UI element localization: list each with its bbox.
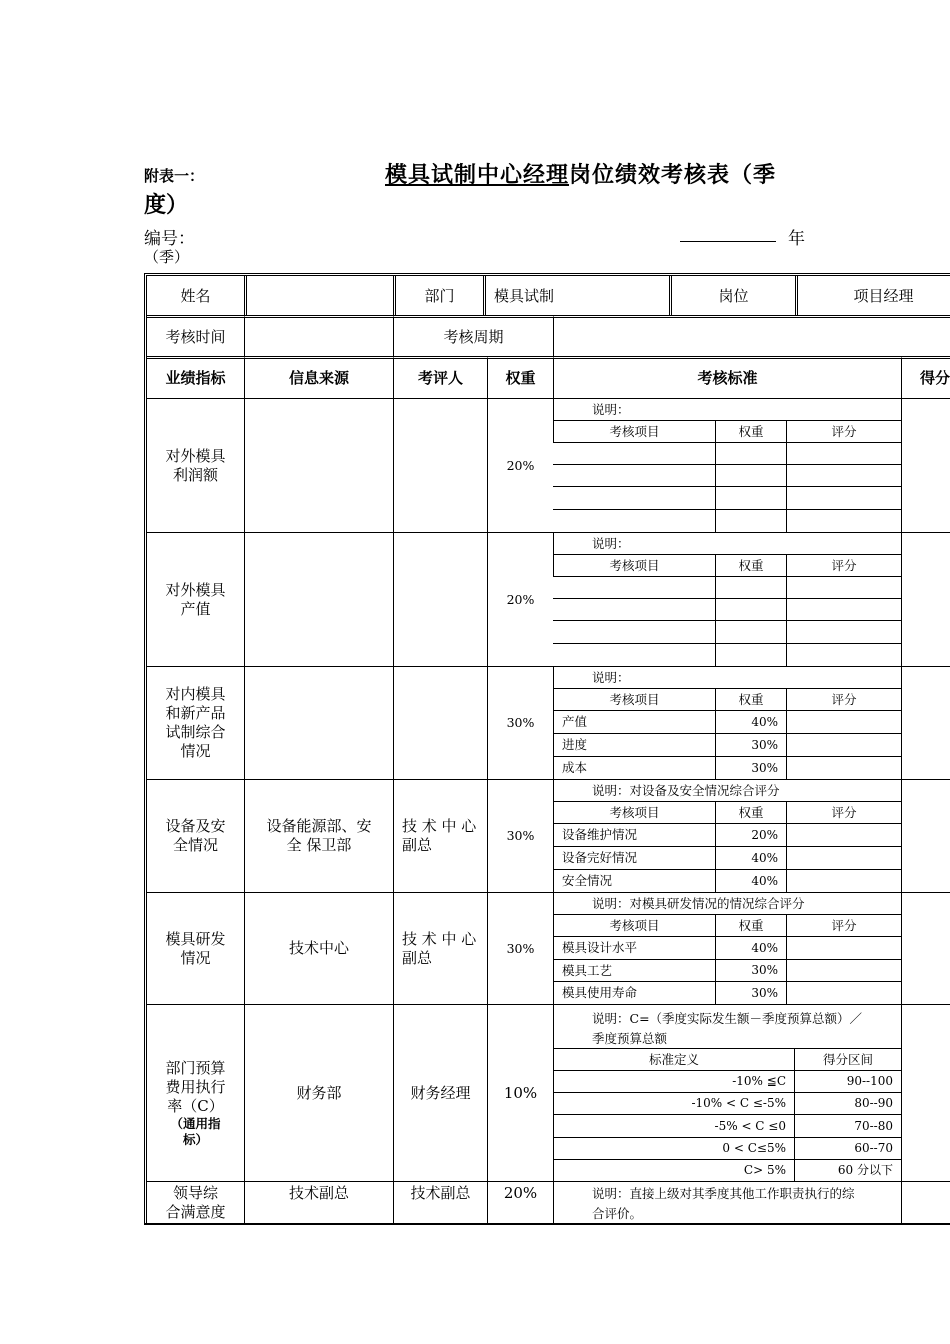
note-cell: 说明：对模具研发情况的情况综合评分 <box>553 892 901 914</box>
score-cell[interactable] <box>901 398 950 532</box>
page-title-line2: 度） <box>144 192 189 218</box>
sub-item-rating[interactable] <box>786 936 901 959</box>
title-underlined: 模具试制中心经理 <box>385 162 570 188</box>
sub-item-weight: 40% <box>715 936 786 959</box>
range-def: -5% < C ≤0 <box>553 1114 794 1137</box>
sub-item-rating[interactable] <box>786 823 901 846</box>
sub-item-rating[interactable] <box>786 756 901 779</box>
reviewer-cell: 财务经理 <box>393 1004 487 1181</box>
source-cell: 设备能源部、安 全 保卫部 <box>244 779 393 892</box>
grid-line <box>715 442 716 532</box>
weight-cell: 20% <box>487 398 553 532</box>
col-standard: 考核标准 <box>553 356 901 398</box>
source-cell: 财务部 <box>244 1004 393 1181</box>
indicator-cell: 对外模具 产值 <box>147 532 244 666</box>
sub-rating-header: 评分 <box>786 554 901 576</box>
reviewer-cell <box>393 532 487 666</box>
source-cell <box>244 666 393 779</box>
sub-item-header: 考核项目 <box>553 914 715 936</box>
indicator-cell: 对内模具 和新产品 试制综合 情况 <box>147 666 244 779</box>
range-score: 70--80 <box>794 1114 901 1137</box>
time-label: 考核时间 <box>147 315 244 356</box>
time-value[interactable] <box>244 315 393 356</box>
general-indicator-note: （通用指 标） <box>170 1115 221 1147</box>
grid-line <box>553 598 901 599</box>
reviewer-cell: 技术副总 <box>393 1181 487 1223</box>
indicator-cell: 对外模具 利润额 <box>147 398 244 532</box>
sub-item-name: 安全情况 <box>553 869 715 892</box>
post-label: 岗位 <box>669 276 795 316</box>
sub-item-rating[interactable] <box>786 710 901 733</box>
sub-rating-header: 评分 <box>786 914 901 936</box>
title-rest: 岗位绩效考核表（季 <box>569 162 777 188</box>
sub-item-rating[interactable] <box>786 869 901 892</box>
name-label: 姓名 <box>180 286 211 305</box>
source-cell: 技术副总 <box>244 1181 393 1223</box>
source-cell: 技术中心 <box>244 892 393 1004</box>
code-label: 编号： <box>144 229 195 249</box>
year-label: 年 <box>788 229 805 249</box>
dept-value: 模具试制 <box>483 276 669 316</box>
sub-item-rating[interactable] <box>786 733 901 756</box>
indicator-cell: 领导综 合满意度 <box>147 1181 244 1223</box>
grid-line <box>553 576 901 577</box>
sub-rating-header: 评分 <box>786 688 901 710</box>
dept-label: 部门 <box>393 276 483 316</box>
name-value[interactable] <box>244 276 393 316</box>
weight-cell: 20% <box>487 1181 553 1223</box>
year-blank-line <box>680 241 776 242</box>
sub-item-rating[interactable] <box>786 846 901 869</box>
sub-item-header: 考核项目 <box>553 801 715 823</box>
grid-line <box>553 486 901 487</box>
sub-item-name: 设备完好情况 <box>553 846 715 869</box>
sub-item-weight: 20% <box>715 823 786 846</box>
score-cell[interactable] <box>901 1181 950 1223</box>
sub-item-name: 设备维护情况 <box>553 823 715 846</box>
score-cell[interactable] <box>901 532 950 666</box>
indicator-cell <box>147 1004 244 1181</box>
sub-item-name: 产值 <box>553 710 715 733</box>
sub-item-weight: 40% <box>715 710 786 733</box>
season-label: （季） <box>144 248 190 266</box>
reviewer-cell <box>393 666 487 779</box>
sub-weight-header: 权重 <box>715 688 786 710</box>
note-cell: 说明： <box>553 398 901 420</box>
range-score: 90--100 <box>794 1070 901 1092</box>
sub-weight-header: 权重 <box>715 801 786 823</box>
note-cell: 说明：对设备及安全情况综合评分 <box>553 779 901 801</box>
range-def: -10% < C ≤-5% <box>553 1092 794 1114</box>
sub-item-weight: 40% <box>715 846 786 869</box>
period-value[interactable] <box>553 315 950 356</box>
sub-item-header: 考核项目 <box>553 554 715 576</box>
range-score: 80--90 <box>794 1092 901 1114</box>
sub-item-name: 进度 <box>553 733 715 756</box>
source-cell <box>244 398 393 532</box>
indicator-text: 部门预算 费用执行 率（C） <box>165 1058 226 1115</box>
note-cell: 说明：C=（季度实际发生额－季度预算总额）／ 季度预算总额 <box>553 1004 901 1048</box>
sub-rating-header: 评分 <box>786 420 901 442</box>
sub-item-rating[interactable] <box>786 959 901 981</box>
weight-cell: 30% <box>487 892 553 1004</box>
sub-item-header: 考核项目 <box>553 688 715 710</box>
grid-line <box>553 620 901 621</box>
score-range-header: 得分区间 <box>794 1048 901 1070</box>
grid-line <box>553 464 901 465</box>
score-cell[interactable] <box>901 779 950 892</box>
grid-line <box>553 509 901 510</box>
col-reviewer: 考评人 <box>393 356 487 398</box>
page-title <box>385 158 776 189</box>
col-source: 信息来源 <box>244 356 393 398</box>
range-def: 0 < C≤5% <box>553 1137 794 1159</box>
grid-line <box>553 442 901 443</box>
col-score: 得分 <box>901 356 950 398</box>
col-indicator: 业绩指标 <box>147 356 244 398</box>
sub-item-weight: 30% <box>715 756 786 779</box>
period-label: 考核周期 <box>393 315 553 356</box>
weight-cell: 30% <box>487 779 553 892</box>
score-cell[interactable] <box>901 1004 950 1181</box>
sub-rating-header: 评分 <box>786 801 901 823</box>
score-cell[interactable] <box>901 892 950 1004</box>
weight-cell: 30% <box>487 666 553 779</box>
col-weight: 权重 <box>487 356 553 398</box>
sub-item-name: 模具设计水平 <box>553 936 715 959</box>
note-cell: 说明：直接上级对其季度其他工作职责执行的综 合评价。 <box>553 1181 901 1223</box>
attachment-label: 附表一： <box>144 167 205 185</box>
range-def: C> 5% <box>553 1159 794 1181</box>
std-def-header: 标准定义 <box>553 1048 794 1070</box>
range-score: 60 分以下 <box>794 1159 901 1181</box>
sub-weight-header: 权重 <box>715 914 786 936</box>
reviewer-cell: 技 术 中 心 副总 <box>393 779 487 892</box>
grid-line <box>786 442 787 532</box>
source-cell <box>244 532 393 666</box>
table-bottom-border <box>144 1223 950 1225</box>
sub-item-weight: 40% <box>715 869 786 892</box>
range-score: 60--70 <box>794 1137 901 1159</box>
sub-item-weight: 30% <box>715 981 786 1004</box>
sub-item-name: 模具使用寿命 <box>553 981 715 1004</box>
note-cell: 说明： <box>553 666 901 688</box>
sub-weight-header: 权重 <box>715 554 786 576</box>
grid-line <box>715 576 716 666</box>
post-value: 项目经理 <box>795 276 950 316</box>
indicator-cell: 模具研发 情况 <box>147 892 244 1004</box>
note-cell: 说明： <box>553 532 901 554</box>
sub-item-name: 模具工艺 <box>553 959 715 981</box>
grid-line <box>786 576 787 666</box>
sub-item-weight: 30% <box>715 733 786 756</box>
sub-item-header: 考核项目 <box>553 420 715 442</box>
range-def: -10% ≦C <box>553 1070 794 1092</box>
weight-cell: 10% <box>487 1004 553 1181</box>
indicator-cell: 设备及安 全情况 <box>147 779 244 892</box>
sub-item-rating[interactable] <box>786 981 901 1004</box>
weight-cell: 20% <box>487 532 553 666</box>
reviewer-cell: 技 术 中 心 副总 <box>393 892 487 1004</box>
sub-item-name: 成本 <box>553 756 715 779</box>
score-cell[interactable] <box>901 666 950 779</box>
sub-weight-header: 权重 <box>715 420 786 442</box>
sub-item-weight: 30% <box>715 959 786 981</box>
grid-line <box>553 643 901 644</box>
reviewer-cell <box>393 398 487 532</box>
